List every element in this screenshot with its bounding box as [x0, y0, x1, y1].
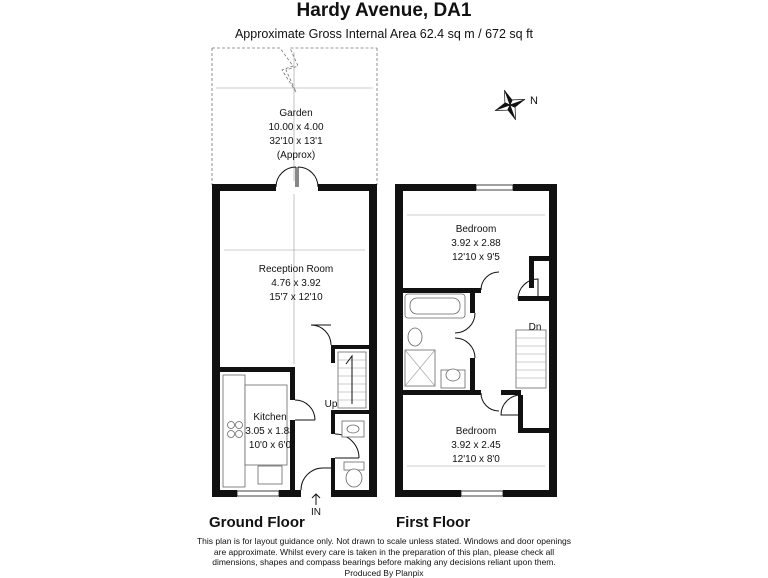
kitchen-metric: 3.05 x 1.83: [245, 426, 295, 437]
garden-note: (Approx): [277, 150, 315, 161]
bedroom-2-name: Bedroom: [456, 426, 497, 437]
kitchen-name: Kitchen: [253, 412, 286, 423]
stairs-up-label: Up: [325, 399, 338, 410]
disclaimer: [180, 536, 588, 578]
garden-name: Garden: [279, 108, 312, 119]
compass-label: N: [530, 95, 538, 107]
stairs-down-label: Dn: [529, 322, 542, 333]
garden-metric: 10.00 x 4.00: [268, 122, 323, 133]
bedroom-1-imperial: 12'10 x 9'5: [452, 252, 500, 263]
disclaimer-line: dimensions, shapes and compass bearings before making any decisions reliant upon them.: [180, 557, 588, 568]
first-floor-label: First Floor: [396, 514, 470, 531]
entrance-label: IN: [311, 507, 321, 518]
reception-room-metric: 4.76 x 3.92: [271, 278, 321, 289]
producer-credit: Produced By Planpix: [180, 568, 588, 578]
reception-room-imperial: 15'7 x 12'10: [269, 292, 323, 303]
page-title: Hardy Avenue, DA1: [0, 0, 768, 22]
bedroom-2-imperial: 12'10 x 8'0: [452, 454, 500, 465]
gross-area: Approximate Gross Internal Area 62.4 sq m / 672 sq ft: [0, 27, 768, 41]
bedroom-1-name: Bedroom: [456, 224, 497, 235]
bedroom-2-metric: 3.92 x 2.45: [451, 440, 501, 451]
ground-floor-label: Ground Floor: [209, 514, 305, 531]
compass-icon: [489, 84, 530, 125]
reception-room-name: Reception Room: [259, 264, 333, 275]
disclaimer-line: This plan is for layout guidance only. Not drawn to scale unless stated. Windows and door openings: [180, 536, 588, 547]
bedroom-1-metric: 3.92 x 2.88: [451, 238, 501, 249]
kitchen-imperial: 10'0 x 6'0: [249, 440, 292, 451]
disclaimer-line: are approximate. Whilst every care is taken in the preparation of this plan, please check all: [180, 547, 588, 558]
garden-imperial: 32'10 x 13'1: [269, 136, 323, 147]
